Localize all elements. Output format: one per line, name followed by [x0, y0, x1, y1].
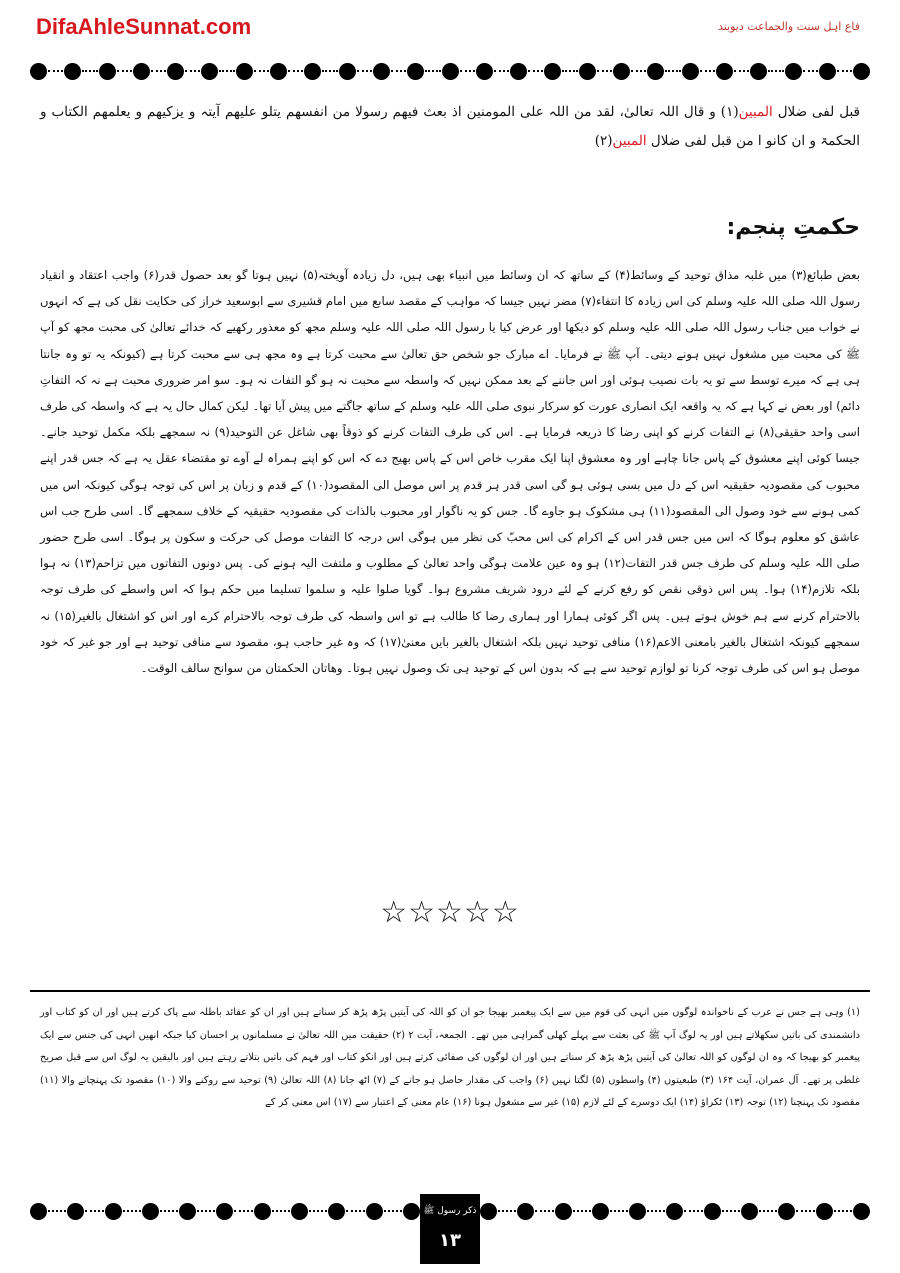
- border-bead: [216, 1203, 233, 1220]
- border-bead: [30, 63, 47, 80]
- border-bead: [544, 63, 561, 80]
- border-link: [837, 70, 852, 72]
- border-bead: [741, 1203, 758, 1220]
- border-link: [309, 1210, 327, 1212]
- border-link: [85, 1210, 103, 1212]
- border-link: [768, 70, 783, 72]
- border-link: [684, 1210, 702, 1212]
- border-link: [498, 1210, 516, 1212]
- border-link: [322, 70, 337, 72]
- star-divider: ☆☆☆☆☆: [380, 895, 520, 930]
- section-heading: حکمتِ پنجم:: [726, 215, 860, 240]
- border-bead: [254, 1203, 271, 1220]
- border-link: [197, 1210, 215, 1212]
- border-bead: [592, 1203, 609, 1220]
- border-link: [631, 70, 646, 72]
- quran-verse-part: (۱) و قال اللہ تعالیٰ، لقد من اللہ علی المومنین اذ بعث فیھم رسولا من انفسھم یتلو علیھم آیتہ و یزکیھم و یعلمھم الکتاب و الحکمۃ و ان کانو ا من قبل لفی ضلال: [40, 104, 860, 149]
- border-bead: [105, 1203, 122, 1220]
- border-link: [734, 70, 749, 72]
- border-bead: [67, 1203, 84, 1220]
- border-link: [597, 70, 612, 72]
- border-bead: [647, 63, 664, 80]
- border-bead: [510, 63, 527, 80]
- border-link: [834, 1210, 852, 1212]
- border-link: [160, 1210, 178, 1212]
- border-link: [82, 70, 97, 72]
- border-bead: [179, 1203, 196, 1220]
- footer-border-left: [30, 1200, 420, 1222]
- border-link: [384, 1210, 402, 1212]
- quran-verse-block: [40, 98, 860, 156]
- border-bead: [480, 1203, 497, 1220]
- border-link: [151, 70, 166, 72]
- border-bead: [236, 63, 253, 80]
- border-link: [528, 70, 543, 72]
- border-bead: [64, 63, 81, 80]
- border-bead: [304, 63, 321, 80]
- border-bead: [407, 63, 424, 80]
- site-title[interactable]: DifaAhleSunnat.com: [36, 14, 252, 39]
- border-link: [796, 1210, 814, 1212]
- top-decorative-border: [30, 60, 870, 82]
- org-name: فاع اہل سنت والجماعت دیوبند: [717, 20, 860, 33]
- border-bead: [778, 1203, 795, 1220]
- footnote-rule: [30, 990, 870, 992]
- mubeen-word: المبین: [612, 133, 647, 149]
- border-bead: [167, 63, 184, 80]
- body-paragraph: بعض طبائع(۳) میں غلبہ مذاق توحید کے وسائط(۴) کے ساتھ کہ ان وسائط میں انبیاء بھی ہیں، دل زیادہ آویختہ(۵) نہیں ہوتا گو بعد حصول قدر(۶) واجب اعتقاد و انقیاد رسول اللہ صلی اللہ علیہ وسلم کی اس زیادہ کا انتفاء(۷) مضر نہیں جیسا کہ مواہب کے مقصد سابع میں امام قشیری سے ابوسعید خراز کی حکایت نقل کی ہے کہ انہوں نے خواب میں جناب رسول اللہ صلی اللہ علیہ وسلم کو دیکھا اور عرض کیا یا رسول اللہ صلی اللہ علیہ وسلم مجھ کو معذور رکھیے کہ خدائے تعالیٰ کی محبت مجھ کو آپ ﷺ کی محبت میں مشغول نہیں ہونے دیتی۔ آپ ﷺ نے فرمایا۔ اے مبارک جو شخص حق تعالیٰ سے محبت کرتا ہے وہ مجھ ہی سے محبت کرتا ہے (کیونکہ یہ تو وہ جانتا ہی ہے کہ میرے توسط سے تو یہ بات نصیب ہوئی اور اس جاننے کے بعد ممکن نہیں کہ واسطہ سے محبت نہ ہو گو التفات نہ ہو۔ سو امر ضروری محبت ہے نہ کہ التفاتِ دائم) اور بعض نے کہا ہے کہ یہ واقعہ ایک انصاری عورت کو سرکار نبوی صلی اللہ علیہ وسلم کے ساتھ جاگتے میں پیش آیا تھا۔ لیکن کمال حال یہ ہے کہ واسطہ کی طرف اسی واحد حقیقی(۸) نے التفات کرنے کو اپنی رضا کا ذریعہ فرمایا ہے۔ اس کی طرف التفات کرنے کو ذوقاً بھی شاغل عن التوحید(۹) نہ سمجھے بلکہ مکمل توحید جانے۔ جیسا کوئی اپنے معشوق کے پاس جانا چاہے اور وہ معشوق اپنا ایک مقرب خاص اس کے پاس بھیج دے کہ اس کو اپنے ہمراہ لے آوے تو مقتضاء عقل یہ ہے کہ جس قدر اپنے محبوب کی مقصودیہ حقیقیہ اس کے دل میں بسی ہوئی ہو گی اسی قدر ہر قدم پر اس موصل الی المقصود(۱۰) کے قدم و زبان پر اس کی توجہ ہوگی کیونکہ اس میں کمی ہونے سے خود وصول الی المقصود(۱۱) ہی مشکوک ہو جاوے گا۔ جس کو یہ ناگوار اور محبوب بالذات کی مقصودیہ حقیقیہ کے خلاف سمجھے گا۔ اسی طرح جب اس عاشق کو معلوم ہوگا کہ اس میں جس قدر اس کے اکرام کی اس محبّ کی نظر میں ہوگی اس درجہ کا التفات موصل کی حرکت و سکون پر ہوگا۔ اسی طرح حضور صلی اللہ علیہ وسلم کی طرف جس قدر التفات(۱۲) ہو وہ عین علامت ہوگی واحد تعالیٰ کے مطلوب و ملتفت الیہ ہونے کی۔ پس دونوں التفاتوں میں تزاحم(۱۳) نہ ہوا بلکہ تلازم(۱۴) ہوا۔ پس اس ذوقی نقص کو رفع کرنے کے لئے درود شریف مشروع ہوا۔ گویا صلوا علیہ و سلموا تسلیما میں حکم ہوا کہ اس واسطے کی طرف توجہ بالاحترام کرنے سے ہم خوش ہوتے ہیں۔ پس اگر کوئی ہمارا اور ہماری رضا کا طالب ہے تو اس واسطہ کی طرف توجہ بالاحترام کرے اور اس کو اشتغال بالغیر(۱۵) نہ سمجھے کیونکہ اشتغال بالغیر بامعنی الاعم(۱۶) منافی توحید نہیں بلکہ اشتغال بالغیر بایں معنیٰ(۱۷) کہ وہ غیر حاجب ہو، مقصود سے منافی توحید ہے اور جو غیر کہ خود موصل ہو اس کی طرف توجہ کرنا تو لوازم توحید سے ہے کہ بدون اس کے توحید ہی تک وصول نہیں ہوتا۔ وھاتان الحکمتان من سوانح سالف الوقت۔: [40, 268, 861, 676]
- verse-reference: (۲): [594, 133, 613, 149]
- border-bead: [339, 63, 356, 80]
- border-bead: [816, 1203, 833, 1220]
- border-link: [272, 1210, 290, 1212]
- border-link: [117, 70, 132, 72]
- border-bead: [853, 63, 870, 80]
- border-bead: [142, 1203, 159, 1220]
- mubeen-word: المبین: [738, 104, 773, 120]
- border-bead: [30, 1203, 47, 1220]
- border-link: [562, 70, 577, 72]
- border-bead: [201, 63, 218, 80]
- border-link: [288, 70, 303, 72]
- border-link: [185, 70, 200, 72]
- border-link: [610, 1210, 628, 1212]
- border-link: [48, 1210, 66, 1212]
- border-bead: [579, 63, 596, 80]
- border-link: [254, 70, 269, 72]
- quran-verse-part: قبل لفی ضلال: [772, 104, 860, 120]
- border-bead: [704, 1203, 721, 1220]
- border-bead: [853, 1203, 870, 1220]
- border-link: [759, 1210, 777, 1212]
- border-link: [48, 70, 63, 72]
- border-link: [647, 1210, 665, 1212]
- border-bead: [785, 63, 802, 80]
- border-bead: [270, 63, 287, 80]
- border-bead: [476, 63, 493, 80]
- footnotes: (۱) وہی ہے جس نے عرب کے ناخواندہ لوگوں میں انہی کی قوم میں سے ایک پیغمبر بھیجا جو ان کو اللہ کی آیتیں پڑھ پڑھ کر سناتے ہیں اور ان کو عقائد باطلہ سے پاک کرتے ہیں اور ان کو کتاب اور دانشمندی کی باتیں سکھلاتے ہیں اور یہ لوگ آپ ﷺ کی بعثت سے پہلے کھلی گمراہی میں تھے۔ الجمعہ، آیت ۲ (۲) حقیقت میں اللہ تعالیٰ نے مسلمانوں پر احسان کیا جبکہ انھیں انہی کی جنس سے ایک پیغمبر کو بھیجا کہ وہ ان لوگوں کو اللہ تعالیٰ کی آیتیں پڑھ پڑھ کر سناتے ہیں اور ان لوگوں کی صفائی کرتے ہیں اور انکو کتاب اور فہم کی باتیں بتلاتے رہتے ہیں اور بالیقین یہ لوگ اس سے قبل صریح غلطی پر تھے۔ آل عمران، آیت ۱۶۴ (۳) طبعیتوں (۴) واسطوں (۵) لگتا نہیں (۶) واجب کی مقدار حاصل ہو جانے کے (۷) اٹھ جانا (۸) اللہ تعالیٰ (۹) توحید سے روکنے والا (۱۰) مقصود تک پہنچانے والا (۱۱) مقصود تک پہنچنا (۱۲) توجہ (۱۳) ٹکراؤ (۱۴) ایک دوسرے کے لئے لازم (۱۵) غیر سے مشغول ہونا (۱۶) عام معنی کے اعتبار سے (۱۷) اس معنی کر کے: [40, 1007, 861, 1108]
- border-link: [665, 70, 680, 72]
- border-bead: [291, 1203, 308, 1220]
- border-bead: [373, 63, 390, 80]
- page-number: ۱۳: [439, 1230, 461, 1251]
- border-bead: [442, 63, 459, 80]
- page-footer: [30, 1200, 870, 1260]
- border-bead: [403, 1203, 420, 1220]
- border-link: [357, 70, 372, 72]
- border-link: [234, 1210, 252, 1212]
- border-bead: [750, 63, 767, 80]
- border-link: [219, 70, 234, 72]
- border-link: [123, 1210, 141, 1212]
- border-bead: [517, 1203, 534, 1220]
- border-bead: [682, 63, 699, 80]
- border-link: [573, 1210, 591, 1212]
- border-bead: [666, 1203, 683, 1220]
- border-bead: [366, 1203, 383, 1220]
- border-bead: [133, 63, 150, 80]
- border-link: [700, 70, 715, 72]
- border-link: [722, 1210, 740, 1212]
- border-link: [460, 70, 475, 72]
- footer-badge: [420, 1194, 480, 1264]
- border-link: [535, 1210, 553, 1212]
- border-bead: [613, 63, 630, 80]
- footer-label: ذکر رسول ﷺ: [423, 1206, 477, 1216]
- border-link: [494, 70, 509, 72]
- border-link: [803, 70, 818, 72]
- footer-border-right: [480, 1200, 870, 1222]
- border-link: [391, 70, 406, 72]
- border-bead: [819, 63, 836, 80]
- border-bead: [555, 1203, 572, 1220]
- border-bead: [716, 63, 733, 80]
- border-link: [346, 1210, 364, 1212]
- border-bead: [99, 63, 116, 80]
- border-link: [425, 70, 440, 72]
- border-bead: [629, 1203, 646, 1220]
- border-bead: [328, 1203, 345, 1220]
